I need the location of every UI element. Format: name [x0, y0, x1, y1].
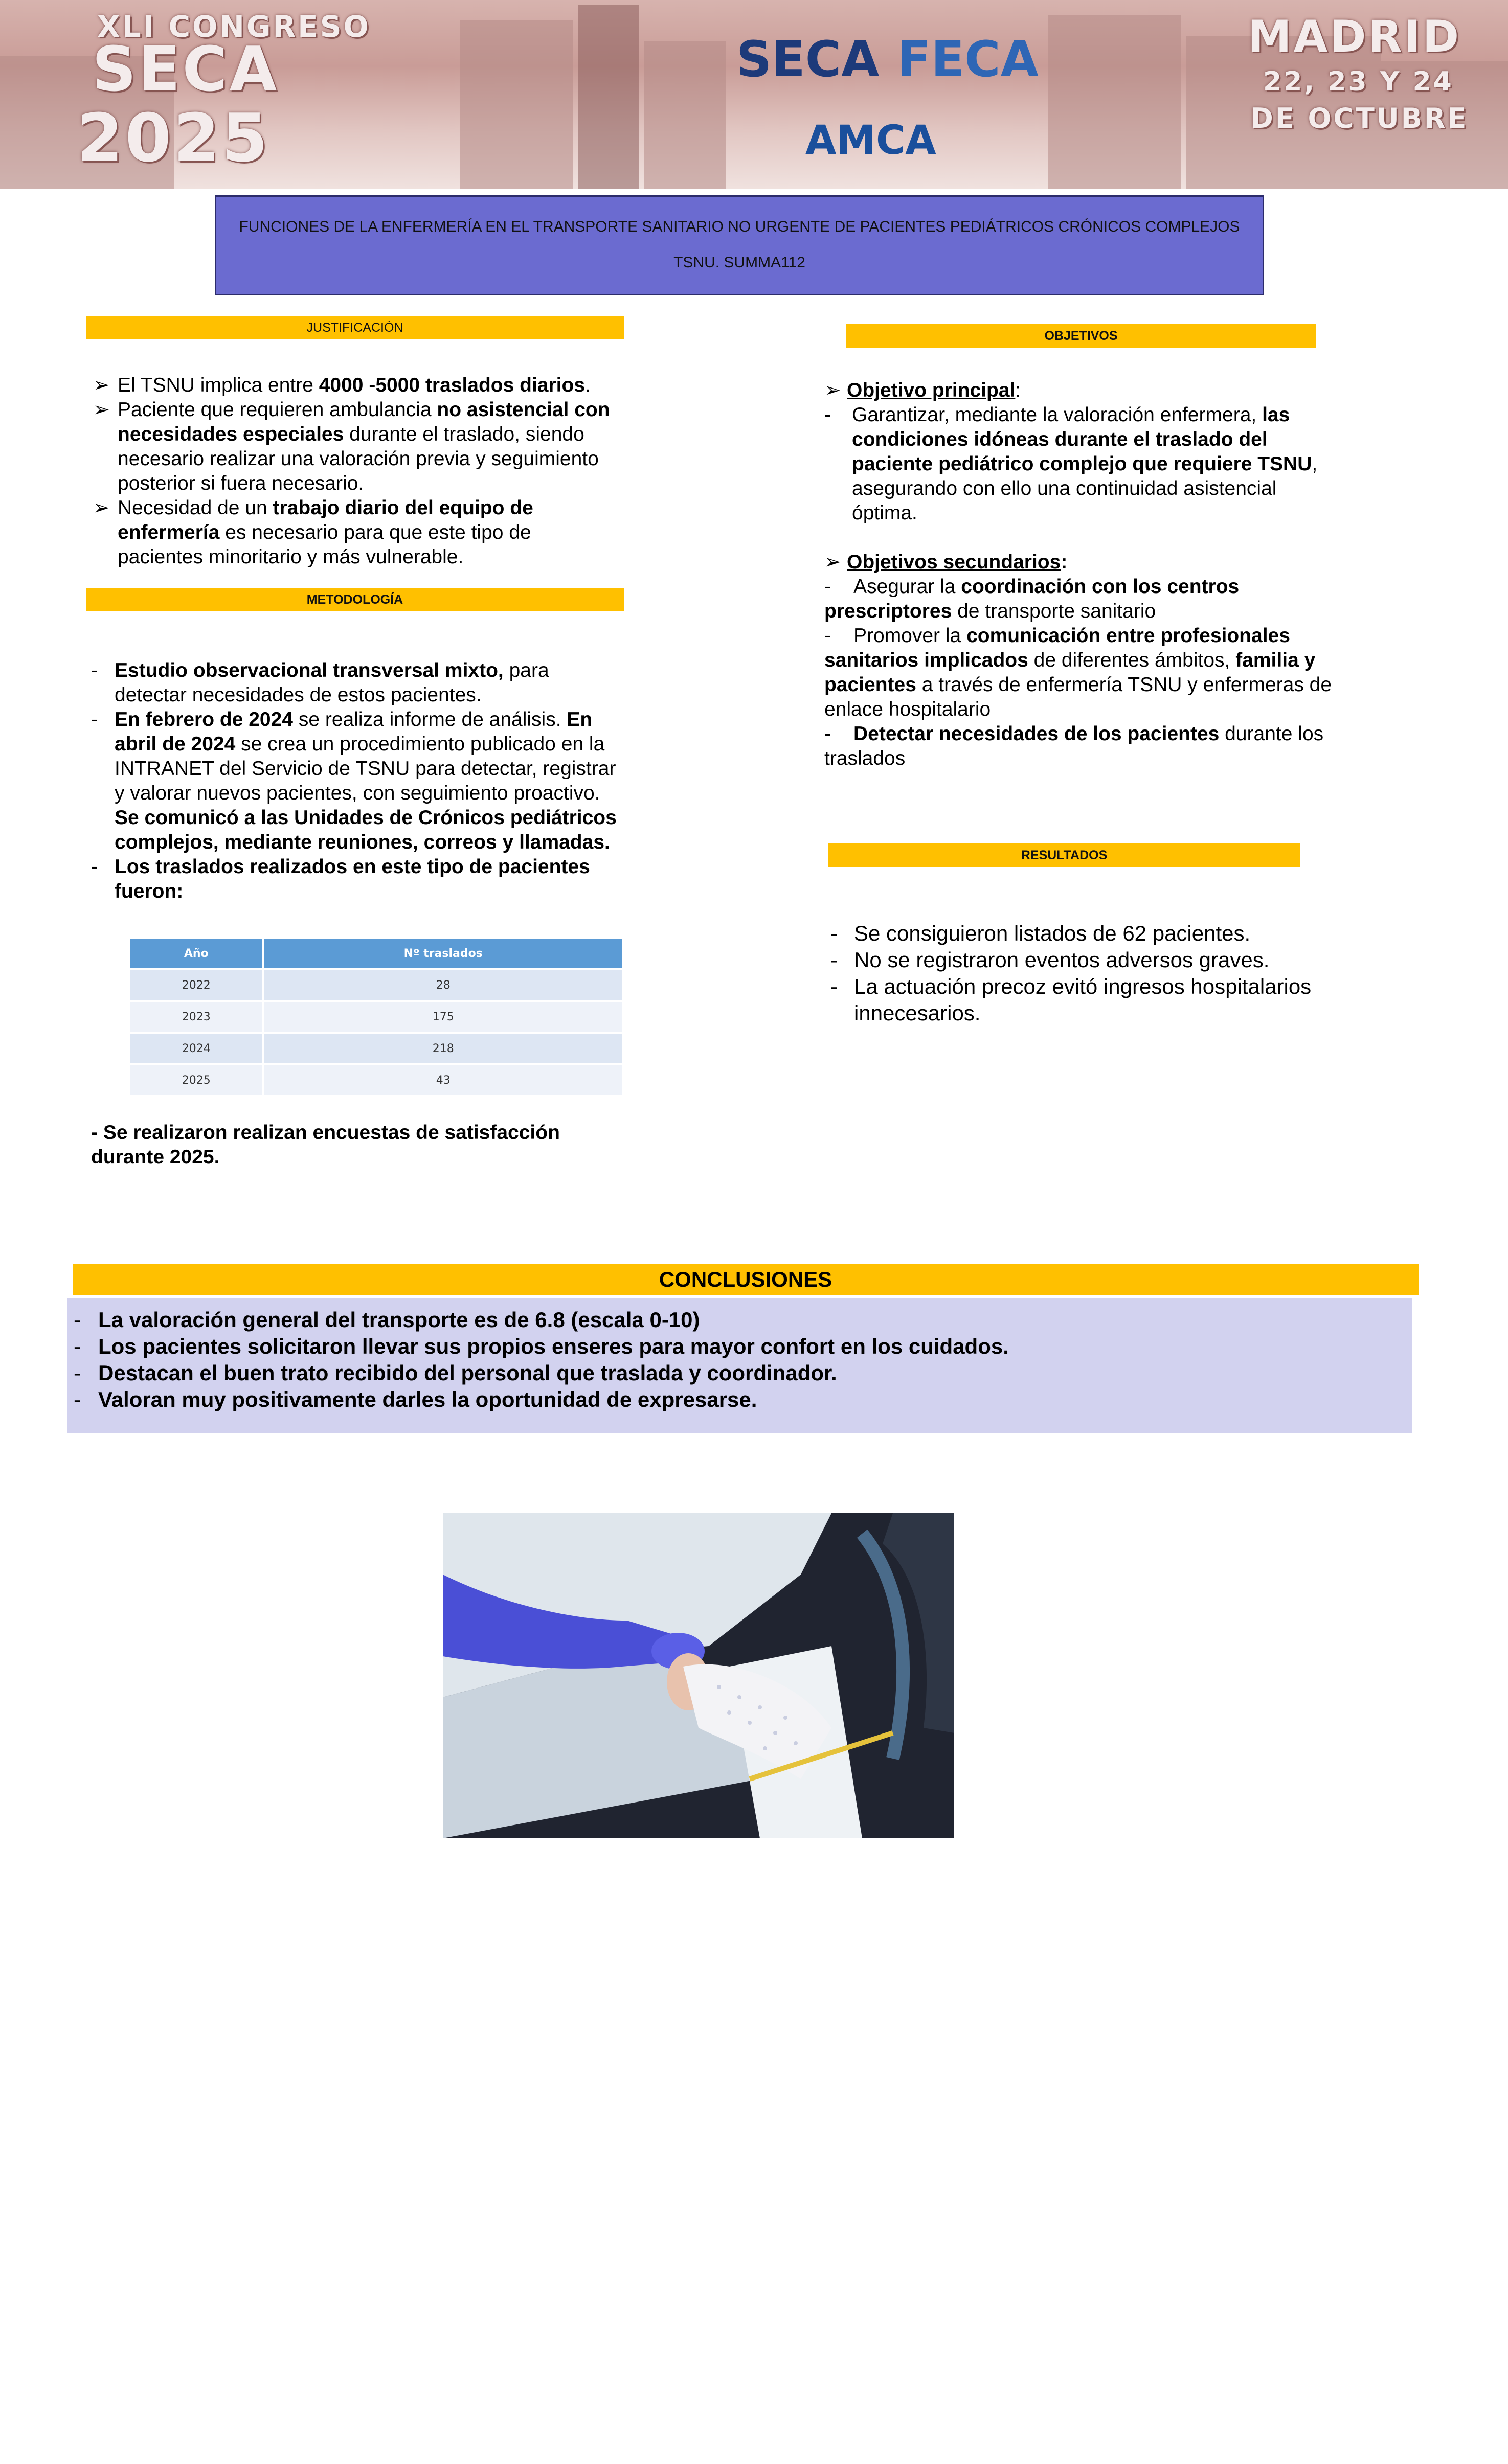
- list-item: - En febrero de 2024 se realiza informe de análisis. En abril de 2024 se crea un procedimiento publicado en la INTRANET del Servicio de TSNU para detectar, registrar y valorar nuevos pacientes, con seguimiento proactivo. Se comunicó a las Unidades de Crónicos pediátricos complejos, mediante reuniones, correos y llamadas.: [91, 709, 617, 853]
- list-item: - Detectar necesidades de los pacientes durante los traslados: [824, 723, 1324, 769]
- objetivos-content: [824, 378, 1346, 771]
- banner-congress-line: XLI CONGRESO: [97, 9, 371, 44]
- table-header-row: [130, 939, 622, 968]
- list-item: - Estudio observacional transversal mixto, para detectar necesidades de estos pacientes.: [91, 659, 549, 706]
- resultados-heading: RESULTADOS: [828, 843, 1300, 867]
- objetivo-principal-label: ➢ Objetivo principal:: [824, 378, 1346, 403]
- poster-title: FUNCIONES DE LA ENFERMERÍA EN EL TRANSPORTE SANITARIO NO URGENTE DE PACIENTES PEDIÁTRICOS CRÓNICOS COMPLEJOS: [239, 218, 1240, 235]
- list-item: - Destacan el buen trato recibido del personal que traslada y coordinador.: [74, 1360, 1406, 1386]
- dash-marker: -: [91, 709, 98, 731]
- arrow-bullet-icon: ➢: [824, 551, 841, 573]
- poster-title-box: [215, 195, 1264, 295]
- table-row: 2025 43: [130, 1065, 622, 1095]
- amca-logo: AMCA: [805, 118, 936, 164]
- photo-illustration: [443, 1513, 954, 1838]
- dash-marker: -: [91, 659, 98, 681]
- list-item: - La actuación precoz evitó ingresos hospitalarios innecesarios.: [830, 974, 1312, 1025]
- list-item: - Garantizar, mediante la valoración enfermera, las condiciones idóneas durante el traslado del paciente pediátrico complejo que requiere TSNU, asegurando con ello una continuidad asistencial óptima.: [824, 404, 1318, 524]
- list-item: - Se consiguieron listados de 62 pacientes.: [830, 920, 1347, 947]
- conclusiones-box: [67, 1298, 1412, 1433]
- traslados-table: [128, 937, 624, 1097]
- dash-marker: -: [91, 856, 98, 878]
- banner-dates-month: DE OCTUBRE: [1250, 102, 1469, 134]
- objetivos-heading: OBJETIVOS: [846, 324, 1316, 348]
- list-item: - Promover la comunicación entre profesionales sanitarios implicados de diferentes ámbitos, familia y pacientes a través de enfermería TSNU y enfermeras de enlace hospitalario: [824, 625, 1332, 720]
- encuestas-note: - Se realizaron realizan encuestas de satisfacción durante 2025.: [91, 1122, 560, 1168]
- banner-seca: SECA: [92, 34, 279, 105]
- arrow-bullet-icon: ➢: [93, 497, 110, 519]
- header-banner: [0, 0, 1508, 189]
- metodologia-heading: METODOLOGÍA: [86, 588, 624, 611]
- table-row: 2024 218: [130, 1034, 622, 1063]
- banner-dates-days: 22, 23 Y 24: [1263, 66, 1454, 97]
- dash-marker: -: [74, 1361, 81, 1385]
- conclusiones-heading: CONCLUSIONES: [73, 1264, 1419, 1295]
- column-header-count: Nº traslados: [264, 939, 622, 968]
- banner-city: MADRID: [1248, 11, 1461, 62]
- list-item: ➢ Paciente que requieren ambulancia no asistencial con necesidades especiales durante el traslado, siendo necesario realizar una valoración previa y seguimiento posterior si fuera necesario.: [93, 399, 610, 494]
- arrow-bullet-icon: ➢: [93, 399, 110, 421]
- dash-marker: -: [830, 974, 838, 998]
- dash-marker: -: [830, 948, 838, 972]
- list-item: - Valoran muy positivamente darles la oportunidad de expresarse.: [74, 1386, 1406, 1413]
- list-item: ➢ El TSNU implica entre 4000 -5000 traslados diarios.: [93, 373, 620, 398]
- table-row: 2023 175: [130, 1002, 622, 1032]
- list-item: - Los traslados realizados en este tipo de pacientes fueron:: [91, 856, 590, 902]
- objetivos-secundarios-label: ➢ Objetivos secundarios:: [824, 550, 1346, 575]
- seca-logo: SECA: [736, 31, 880, 88]
- arrow-bullet-icon: ➢: [93, 374, 110, 396]
- poster-subtitle: TSNU. SUMMA112: [673, 254, 805, 271]
- dash-marker: -: [824, 404, 831, 426]
- list-item: - Los pacientes solicitaron llevar sus propios enseres para mayor confort en los cuidados.: [74, 1333, 1406, 1360]
- list-item: - Asegurar la coordinación con los centros prescriptores de transporte sanitario: [824, 576, 1240, 622]
- banner-year: 2025: [77, 99, 270, 177]
- dash-marker: -: [74, 1334, 81, 1358]
- patient-photo: [443, 1513, 954, 1838]
- list-item: ➢ Necesidad de un trabajo diario del equipo de enfermería es necesario para que este tipo de pacientes minoritario y más vulnerable.: [93, 497, 533, 568]
- justificacion-list: [93, 373, 620, 569]
- column-header-year: Año: [130, 939, 262, 968]
- dash-marker: -: [74, 1387, 81, 1411]
- table-row: 2022 28: [130, 970, 622, 1000]
- arrow-bullet-icon: ➢: [824, 379, 841, 401]
- dash-marker: -: [74, 1308, 81, 1332]
- justificacion-heading: JUSTIFICACIÓN: [86, 316, 624, 339]
- feca-logo: FECA: [897, 31, 1039, 88]
- metodologia-list: [91, 658, 623, 904]
- list-item: - La valoración general del transporte es de 6.8 (escala 0-10): [74, 1307, 1406, 1333]
- resultados-list: [830, 920, 1347, 1026]
- dash-marker: -: [830, 921, 838, 945]
- list-item: - No se registraron eventos adversos graves.: [830, 947, 1347, 973]
